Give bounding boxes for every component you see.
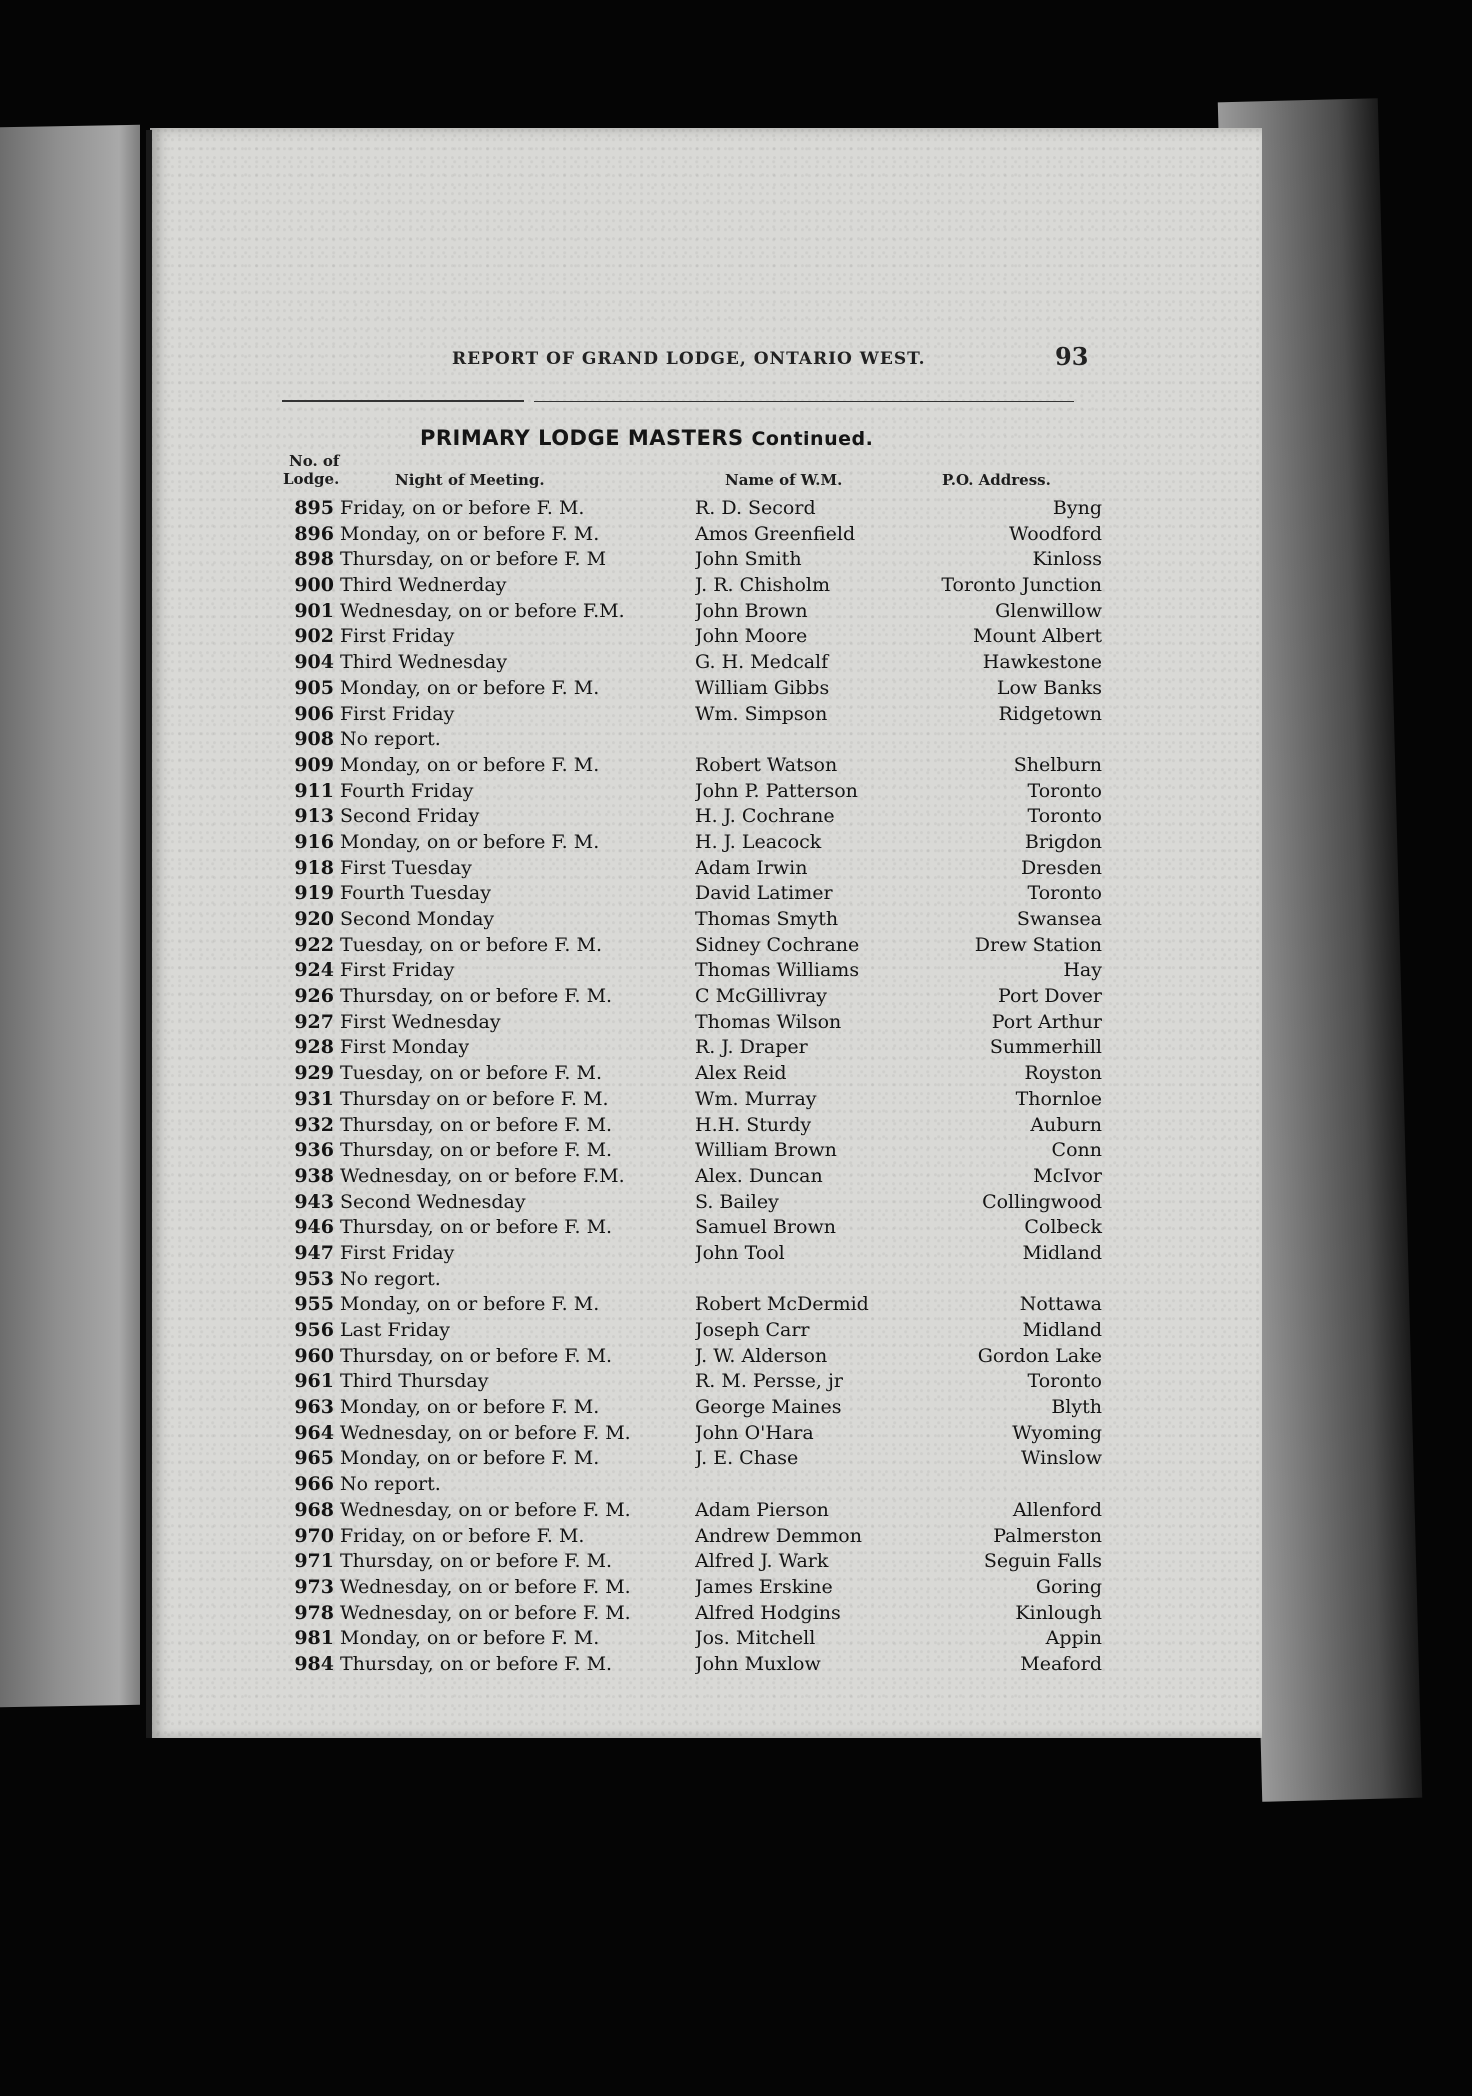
table-row xyxy=(282,1549,1102,1575)
post-office-address: Hay xyxy=(1063,959,1102,982)
col-header-night: Night of Meeting. xyxy=(395,471,545,489)
post-office-address: Toronto Junction xyxy=(941,574,1102,597)
worshipful-master-name: J. E. Chase xyxy=(695,1447,799,1470)
meeting-night: No report. xyxy=(340,1473,441,1496)
post-office-address: Toronto xyxy=(1027,882,1102,905)
post-office-address: Swansea xyxy=(1016,908,1102,930)
post-office-address: Midland xyxy=(1022,1319,1102,1341)
lodge-number: 918 xyxy=(294,856,334,879)
meeting-night: Thursday, on or before F. M. xyxy=(340,1344,613,1367)
post-office-address: Allenford xyxy=(1012,1498,1102,1521)
meeting-night: Monday, on or before F. M. xyxy=(340,1396,600,1419)
worshipful-master-name: R. M. Persse, jr xyxy=(695,1370,843,1393)
meeting-night: First Wednesday xyxy=(340,1010,501,1033)
lodge-number: 947 xyxy=(294,1241,334,1264)
post-office-address: Auburn xyxy=(1030,1113,1102,1136)
meeting-night: Last Friday xyxy=(340,1319,450,1341)
table-row xyxy=(282,1395,1102,1421)
lodge-number: 916 xyxy=(294,830,334,853)
post-office-address: Woodford xyxy=(1009,522,1102,545)
meeting-night: Wednesday, on or before F. M. xyxy=(340,1575,631,1598)
worshipful-master-name: William Brown xyxy=(695,1139,837,1162)
table-row xyxy=(282,1421,1102,1447)
worshipful-master-name: Adam Pierson xyxy=(695,1498,829,1521)
meeting-night: Wednesday, on or before F. M. xyxy=(340,1601,631,1624)
post-office-address: Winslow xyxy=(1020,1447,1102,1470)
lodge-number: 920 xyxy=(294,908,334,930)
table-row xyxy=(282,522,1102,548)
table-row xyxy=(282,933,1102,959)
lodge-number: 964 xyxy=(294,1421,334,1444)
meeting-night: Thursday, on or before F. M. xyxy=(340,985,613,1008)
worshipful-master-name: Robert McDermid xyxy=(695,1293,869,1316)
lodge-number: 929 xyxy=(294,1062,334,1085)
worshipful-master-name: Wm. Simpson xyxy=(695,702,828,725)
meeting-night: No regort. xyxy=(340,1267,441,1290)
lodge-number: 924 xyxy=(294,959,334,982)
meeting-night: Thursday, on or before F. M. xyxy=(340,1139,613,1162)
table-row xyxy=(282,1344,1102,1370)
meeting-night: Monday, on or before F. M. xyxy=(340,676,600,699)
post-office-address: Gordon Lake xyxy=(977,1344,1102,1367)
post-office-address: Byng xyxy=(1052,497,1102,519)
meeting-night: Wednesday, on or before F.M. xyxy=(340,599,625,622)
meeting-night: No report. xyxy=(340,728,441,751)
worshipful-master-name: H. J. Cochrane xyxy=(695,805,835,828)
table-row xyxy=(282,1652,1102,1678)
worshipful-master-name: Adam Irwin xyxy=(695,856,808,879)
lodge-number: 943 xyxy=(294,1190,334,1213)
post-office-address: Shelburn xyxy=(1013,753,1102,776)
meeting-night: Fourth Tuesday xyxy=(340,882,491,905)
worshipful-master-name: Alfred J. Wark xyxy=(695,1550,829,1573)
post-office-address: Port Dover xyxy=(998,985,1102,1008)
worshipful-master-name: William Gibbs xyxy=(695,676,830,699)
table-row xyxy=(282,856,1102,882)
lodge-number: 926 xyxy=(294,985,334,1008)
lodge-number: 906 xyxy=(294,702,334,725)
worshipful-master-name: Alfred Hodgins xyxy=(695,1601,841,1624)
lodge-number: 908 xyxy=(294,728,334,751)
col-header-wm: Name of W.M. xyxy=(725,471,843,489)
table-row xyxy=(282,624,1102,650)
lodge-number: 895 xyxy=(294,497,334,519)
meeting-night: Tuesday, on or before F. M. xyxy=(340,1062,603,1085)
lodge-number: 968 xyxy=(294,1498,334,1521)
table-row xyxy=(282,496,1102,522)
worshipful-master-name: Robert Watson xyxy=(695,753,838,776)
meeting-night: Second Monday xyxy=(340,908,495,930)
meeting-night: Wednesday, on or before F.M. xyxy=(340,1164,625,1187)
worshipful-master-name: John Smith xyxy=(695,548,802,571)
lodge-number: 970 xyxy=(294,1524,334,1547)
lodge-number: 919 xyxy=(294,882,334,905)
lodge-number: 953 xyxy=(294,1267,334,1290)
table-row xyxy=(282,881,1102,907)
table-row xyxy=(282,1190,1102,1216)
table-row xyxy=(282,1369,1102,1395)
meeting-night: Friday, on or before F. M. xyxy=(340,497,585,519)
table-row xyxy=(282,753,1102,779)
meeting-night: Monday, on or before F. M. xyxy=(340,1447,600,1470)
header-rule-left xyxy=(282,400,524,402)
post-office-address: Wyoming xyxy=(1012,1421,1102,1444)
table-row xyxy=(282,1215,1102,1241)
lodge-number: 896 xyxy=(294,522,334,545)
table-row xyxy=(282,958,1102,984)
table-row xyxy=(282,547,1102,573)
post-office-address: Royston xyxy=(1024,1062,1102,1085)
continued-label: Continued. xyxy=(751,428,874,450)
meeting-night: Wednesday, on or before F. M. xyxy=(340,1421,631,1444)
post-office-address: Low Banks xyxy=(996,676,1102,699)
post-office-address: Mount Albert xyxy=(973,625,1102,648)
lodge-number: 963 xyxy=(294,1396,334,1419)
worshipful-master-name: David Latimer xyxy=(695,882,833,905)
meeting-night: Thursday, on or before F. M xyxy=(340,548,607,571)
lodge-number: 901 xyxy=(294,599,334,622)
lodge-number: 927 xyxy=(294,1010,334,1033)
table-row xyxy=(282,1138,1102,1164)
lodge-number: 961 xyxy=(294,1370,334,1393)
lodge-number: 931 xyxy=(294,1087,334,1110)
page-number: 93 xyxy=(1055,342,1089,371)
section-title xyxy=(420,426,873,450)
meeting-night: Monday, on or before F. M. xyxy=(340,1627,600,1650)
meeting-night: Monday, on or before F. M. xyxy=(340,522,600,545)
post-office-address: Toronto xyxy=(1027,1370,1102,1393)
table-row xyxy=(282,1626,1102,1652)
table-row xyxy=(282,1472,1102,1498)
worshipful-master-name: John Brown xyxy=(695,599,808,622)
worshipful-master-name: Thomas Smyth xyxy=(695,908,839,930)
table-row xyxy=(282,573,1102,599)
worshipful-master-name: H.H. Sturdy xyxy=(695,1113,812,1136)
meeting-night: Thursday, on or before F. M. xyxy=(340,1550,613,1573)
post-office-address: Conn xyxy=(1051,1139,1102,1162)
worshipful-master-name: Jos. Mitchell xyxy=(695,1627,816,1650)
worshipful-master-name: Alex Reid xyxy=(695,1062,787,1085)
post-office-address: Colbeck xyxy=(1024,1216,1102,1239)
worshipful-master-name: George Maines xyxy=(695,1396,842,1419)
meeting-night: Second Wednesday xyxy=(340,1190,526,1213)
lodge-number: 956 xyxy=(294,1319,334,1341)
col-header-lodge: Lodge. xyxy=(283,470,340,488)
table-row xyxy=(282,1524,1102,1550)
worshipful-master-name: S. Bailey xyxy=(695,1190,779,1213)
table-row xyxy=(282,1575,1102,1601)
header-rule-right xyxy=(534,401,1074,402)
meeting-night: Thursday, on or before F. M. xyxy=(340,1652,613,1675)
meeting-night: Friday, on or before F. M. xyxy=(340,1524,585,1547)
post-office-address: Nottawa xyxy=(1019,1293,1102,1316)
meeting-night: Third Wednesday xyxy=(340,651,508,674)
lodge-number: 946 xyxy=(294,1216,334,1239)
meeting-night: First Friday xyxy=(340,959,455,982)
worshipful-master-name: G. H. Medcalf xyxy=(695,651,829,674)
running-head: REPORT OF GRAND LODGE, ONTARIO WEST. xyxy=(452,349,926,369)
table-row xyxy=(282,650,1102,676)
table-row xyxy=(282,1087,1102,1113)
table-row xyxy=(282,779,1102,805)
facing-page-edge xyxy=(0,125,140,1707)
worshipful-master-name: J. R. Chisholm xyxy=(695,574,830,597)
col-header-no-of: No. of xyxy=(289,452,340,470)
meeting-night: Thursday, on or before F. M. xyxy=(340,1216,613,1239)
meeting-night: First Tuesday xyxy=(340,856,472,879)
col-header-address: P.O. Address. xyxy=(942,471,1051,489)
meeting-night: Third Thursday xyxy=(340,1370,489,1393)
table-row xyxy=(282,804,1102,830)
worshipful-master-name: J. W. Alderson xyxy=(695,1344,828,1367)
post-office-address: Blyth xyxy=(1051,1396,1102,1419)
section-title-text: PRIMARY LODGE MASTERS xyxy=(420,426,744,450)
table-row xyxy=(282,1241,1102,1267)
table-row xyxy=(282,1061,1102,1087)
post-office-address: Hawkestone xyxy=(982,651,1102,674)
worshipful-master-name: H. J. Leacock xyxy=(695,830,822,853)
table-row xyxy=(282,702,1102,728)
worshipful-master-name: Amos Greenfield xyxy=(695,522,856,545)
worshipful-master-name: John O'Hara xyxy=(695,1421,814,1444)
lodge-number: 971 xyxy=(294,1550,334,1573)
worshipful-master-name: Andrew Demmon xyxy=(695,1524,862,1547)
table-row xyxy=(282,676,1102,702)
post-office-address: Dresden xyxy=(1021,856,1102,879)
worshipful-master-name: John Moore xyxy=(695,625,808,648)
table-row xyxy=(282,727,1102,753)
lodge-number: 965 xyxy=(294,1447,334,1470)
post-office-address: Ridgetown xyxy=(998,702,1102,725)
worshipful-master-name: James Erskine xyxy=(695,1575,833,1598)
lodge-number: 981 xyxy=(294,1627,334,1650)
lodge-number: 966 xyxy=(294,1473,334,1496)
worshipful-master-name: John P. Patterson xyxy=(695,779,858,802)
post-office-address: Meaford xyxy=(1020,1652,1102,1675)
lodge-number: 973 xyxy=(294,1575,334,1598)
post-office-address: Toronto xyxy=(1027,805,1102,828)
lodge-number: 922 xyxy=(294,933,334,956)
post-office-address: Brigdon xyxy=(1024,830,1102,853)
lodge-number: 984 xyxy=(294,1652,334,1675)
table-row xyxy=(282,1446,1102,1472)
lodge-number: 936 xyxy=(294,1139,334,1162)
table-row xyxy=(282,1318,1102,1344)
table-row xyxy=(282,1498,1102,1524)
lodge-number: 909 xyxy=(294,753,334,776)
worshipful-master-name: Thomas Wilson xyxy=(695,1010,842,1033)
lodge-number: 913 xyxy=(294,805,334,828)
lodge-table xyxy=(282,496,1102,1678)
lodge-number: 900 xyxy=(294,574,334,597)
lodge-number: 978 xyxy=(294,1601,334,1624)
table-row xyxy=(282,1010,1102,1036)
post-office-address: Collingwood xyxy=(982,1190,1102,1213)
table-row xyxy=(282,984,1102,1010)
post-office-address: Palmerston xyxy=(993,1524,1102,1547)
table-row xyxy=(282,830,1102,856)
post-office-address: Summerhill xyxy=(989,1036,1102,1059)
worshipful-master-name: Sidney Cochrane xyxy=(695,933,860,956)
post-office-address: Appin xyxy=(1045,1627,1102,1650)
post-office-address: Toronto xyxy=(1027,779,1102,802)
worshipful-master-name: Thomas Williams xyxy=(695,959,860,982)
meeting-night: Monday, on or before F. M. xyxy=(340,830,600,853)
worshipful-master-name: John Muxlow xyxy=(695,1652,821,1675)
meeting-night: Wednesday, on or before F. M. xyxy=(340,1498,631,1521)
worshipful-master-name: R. D. Secord xyxy=(695,497,816,519)
meeting-night: First Friday xyxy=(340,625,455,648)
post-office-address: Midland xyxy=(1022,1241,1102,1264)
worshipful-master-name: John Tool xyxy=(695,1241,785,1264)
meeting-night: Monday, on or before F. M. xyxy=(340,753,600,776)
lodge-number: 902 xyxy=(294,625,334,648)
meeting-night: First Friday xyxy=(340,1241,455,1264)
table-row xyxy=(282,599,1102,625)
lodge-number: 911 xyxy=(294,779,334,802)
post-office-address: Goring xyxy=(1035,1575,1102,1598)
worshipful-master-name: Wm. Murray xyxy=(695,1087,817,1110)
table-row xyxy=(282,1292,1102,1318)
post-office-address: Kinloss xyxy=(1032,548,1102,571)
lodge-number: 904 xyxy=(294,651,334,674)
post-office-address: Kinlough xyxy=(1015,1601,1102,1624)
worshipful-master-name: Joseph Carr xyxy=(695,1319,810,1341)
lodge-number: 938 xyxy=(294,1164,334,1187)
lodge-number: 932 xyxy=(294,1113,334,1136)
table-row xyxy=(282,1267,1102,1293)
table-row xyxy=(282,907,1102,933)
table-row xyxy=(282,1113,1102,1139)
meeting-night: Thursday on or before F. M. xyxy=(340,1087,609,1110)
meeting-night: Fourth Friday xyxy=(340,779,474,802)
worshipful-master-name: C McGillivray xyxy=(695,985,828,1008)
lodge-number: 905 xyxy=(294,676,334,699)
worshipful-master-name: Alex. Duncan xyxy=(695,1164,823,1187)
table-row xyxy=(282,1164,1102,1190)
meeting-night: Second Friday xyxy=(340,805,480,828)
worshipful-master-name: Samuel Brown xyxy=(695,1216,836,1239)
worshipful-master-name: R. J. Draper xyxy=(695,1036,808,1059)
meeting-night: Thursday, on or before F. M. xyxy=(340,1113,613,1136)
post-office-address: Glenwillow xyxy=(995,599,1102,622)
lodge-number: 955 xyxy=(294,1293,334,1316)
meeting-night: First Monday xyxy=(340,1036,470,1059)
meeting-night: First Friday xyxy=(340,702,455,725)
post-office-address: Port Arthur xyxy=(991,1010,1102,1033)
meeting-night: Third Wednerday xyxy=(340,574,507,597)
book-gutter xyxy=(146,130,152,1738)
meeting-night: Tuesday, on or before F. M. xyxy=(340,933,603,956)
lodge-number: 898 xyxy=(294,548,334,571)
post-office-address: Thornloe xyxy=(1015,1087,1102,1110)
post-office-address: Seguin Falls xyxy=(983,1550,1102,1573)
table-row xyxy=(282,1601,1102,1627)
table-row xyxy=(282,1035,1102,1061)
lodge-number: 960 xyxy=(294,1344,334,1367)
lodge-number: 928 xyxy=(294,1036,334,1059)
meeting-night: Monday, on or before F. M. xyxy=(340,1293,600,1316)
post-office-address: Drew Station xyxy=(974,933,1102,956)
post-office-address: McIvor xyxy=(1033,1164,1102,1187)
